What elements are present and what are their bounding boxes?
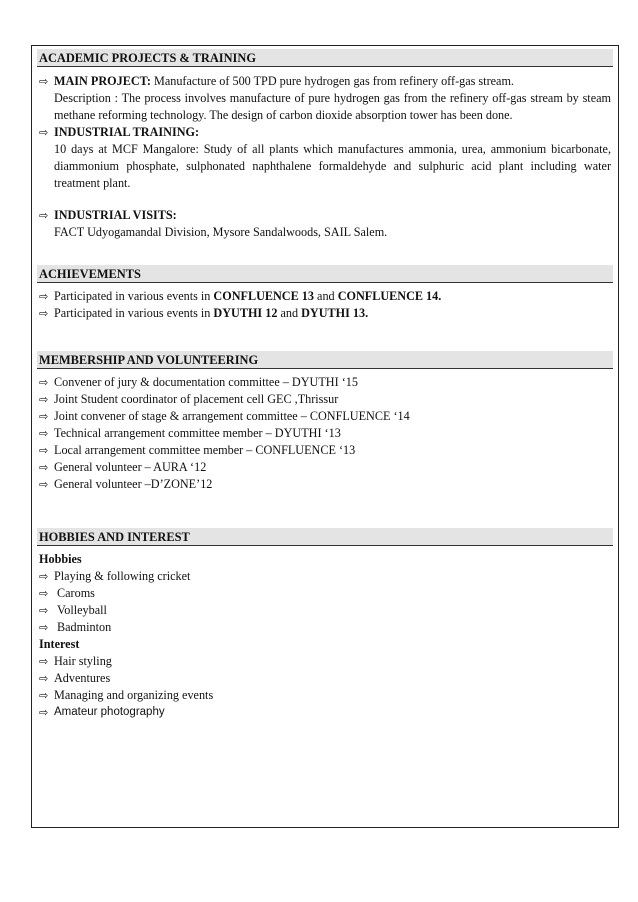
achievement-text: and — [277, 306, 302, 320]
main-project-description: Description : The process involves manufacture of pure hydrogen gas from the refinery off-gas stream by steam methane reforming technology. The design of carbon dioxide absorption tower has been done. — [54, 91, 611, 122]
hobby-text: Caroms — [57, 586, 95, 600]
membership-item — [39, 374, 611, 391]
membership-item — [39, 442, 611, 459]
membership-item — [39, 476, 611, 493]
membership-item — [39, 459, 611, 476]
achievement-event: DYUTHI 12 — [213, 306, 278, 320]
membership-item — [39, 391, 611, 408]
arrow-right-icon: ⇨ — [39, 655, 49, 668]
arrow-right-icon: ⇨ — [39, 621, 49, 634]
interest-item — [39, 704, 611, 721]
arrow-right-icon: ⇨ — [39, 672, 49, 685]
arrow-right-icon: ⇨ — [39, 587, 49, 600]
arrow-right-icon: ⇨ — [39, 393, 49, 406]
membership-text: Joint convener of stage & arrangement committee – CONFLUENCE ‘14 — [54, 409, 410, 423]
industrial-visits-text: FACT Udyogamandal Division, Mysore Sandalwoods, SAIL Salem. — [54, 225, 388, 239]
membership-text: Local arrangement committee member – CONFLUENCE ‘13 — [54, 443, 356, 457]
hobby-item — [39, 619, 611, 636]
resume-page — [31, 45, 619, 828]
membership-text: Joint Student coordinator of placement cell GEC ,Thrissur — [54, 392, 339, 406]
main-project-text: Manufacture of 500 TPD pure hydrogen gas from refinery off-gas stream. — [153, 74, 514, 88]
achievements-section — [39, 265, 611, 322]
interest-item — [39, 687, 611, 704]
interest-text: Amateur photography — [54, 706, 165, 718]
arrow-right-icon: ⇨ — [39, 290, 49, 303]
achievement-text: Participated in various events in — [54, 306, 214, 320]
hobby-item — [39, 585, 611, 602]
arrow-right-icon: ⇨ — [39, 689, 49, 702]
interest-text: Adventures — [54, 671, 111, 685]
membership-text: Convener of jury & documentation committee – DYUTHI ‘15 — [54, 375, 358, 389]
membership-text: General volunteer –D’ZONE’12 — [54, 477, 213, 491]
academic-heading: ACADEMIC PROJECTS & TRAINING — [37, 49, 613, 67]
hobbies-section — [39, 528, 611, 721]
interest-item — [39, 670, 611, 687]
arrow-right-icon: ⇨ — [39, 209, 49, 222]
interest-text: Managing and organizing events — [54, 688, 214, 702]
industrial-visits-row — [39, 207, 611, 224]
arrow-right-icon: ⇨ — [39, 376, 49, 389]
achievement-event: DYUTHI 13. — [301, 306, 369, 320]
arrow-right-icon: ⇨ — [39, 706, 49, 719]
main-project-row — [39, 73, 611, 90]
membership-section — [39, 351, 611, 493]
arrow-right-icon: ⇨ — [39, 307, 49, 320]
membership-text: General volunteer – AURA ‘12 — [54, 460, 207, 474]
achievement-text: and — [313, 289, 338, 303]
interest-label: Interest — [39, 637, 80, 651]
achievement-event: CONFLUENCE 13 — [213, 289, 314, 303]
academic-section — [39, 49, 611, 241]
arrow-right-icon: ⇨ — [39, 478, 49, 491]
arrow-right-icon: ⇨ — [39, 126, 49, 139]
hobby-item — [39, 568, 611, 585]
hobby-text: Playing & following cricket — [54, 569, 191, 583]
hobby-text: Volleyball — [57, 603, 107, 617]
membership-item — [39, 408, 611, 425]
industrial-training-label: INDUSTRIAL TRAINING: — [54, 125, 200, 139]
achievement-item — [39, 288, 611, 305]
hobbies-heading: HOBBIES AND INTEREST — [37, 528, 613, 546]
membership-text: Technical arrangement committee member – DYUTHI ‘13 — [54, 426, 341, 440]
hobby-text: Badminton — [57, 620, 112, 634]
arrow-right-icon: ⇨ — [39, 461, 49, 474]
industrial-training-row — [39, 124, 611, 141]
achievements-heading: ACHIEVEMENTS — [37, 265, 613, 283]
arrow-right-icon: ⇨ — [39, 604, 49, 617]
industrial-training-text: 10 days at MCF Mangalore: Study of all plants which manufactures ammonia, urea, ammonium bicarbonate, diammonium phosphate, sulphonated naphthalene formaldehyde and sulphuric acid plant including water treatment plant. — [54, 142, 611, 190]
membership-heading: MEMBERSHIP AND VOLUNTEERING — [37, 351, 613, 369]
achievement-text: Participated in various events in — [54, 289, 214, 303]
arrow-right-icon: ⇨ — [39, 444, 49, 457]
interest-text: Hair styling — [54, 654, 112, 668]
achievement-event: CONFLUENCE 14. — [337, 289, 442, 303]
hobby-item — [39, 602, 611, 619]
arrow-right-icon: ⇨ — [39, 75, 49, 88]
interest-item — [39, 653, 611, 670]
arrow-right-icon: ⇨ — [39, 427, 49, 440]
membership-item — [39, 425, 611, 442]
industrial-visits-label: INDUSTRIAL VISITS: — [54, 208, 177, 222]
achievement-item — [39, 305, 611, 322]
arrow-right-icon: ⇨ — [39, 410, 49, 423]
arrow-right-icon: ⇨ — [39, 570, 49, 583]
main-project-label: MAIN PROJECT: — [54, 74, 151, 88]
hobbies-label: Hobbies — [39, 552, 82, 566]
